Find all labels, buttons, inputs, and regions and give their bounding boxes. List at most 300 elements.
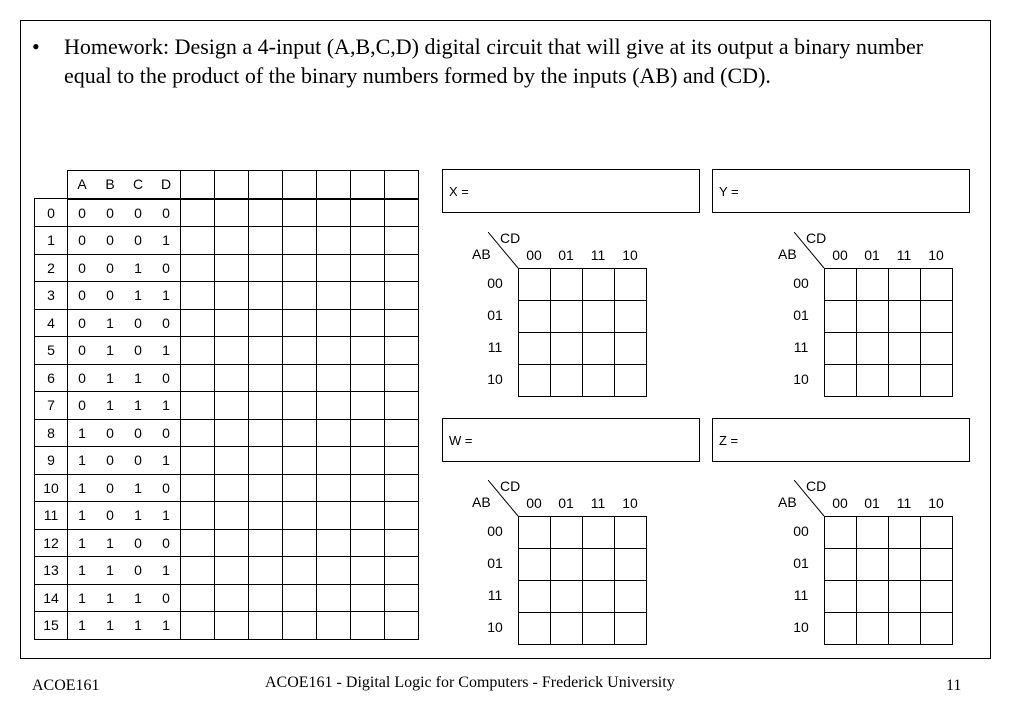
- input-bit: 0: [152, 474, 181, 502]
- kmap-cell: [551, 365, 583, 397]
- input-bit: 0: [96, 199, 124, 227]
- row-index: 8: [35, 419, 68, 447]
- input-bit: 0: [68, 364, 97, 392]
- table-row: [35, 309, 419, 337]
- kmap-row-label: 00: [487, 523, 503, 539]
- kmap-cell: [519, 365, 551, 397]
- output-cell: [215, 502, 249, 530]
- kmap-row-label: 11: [487, 339, 503, 355]
- output-cell: [317, 309, 351, 337]
- kmap-cell: [825, 365, 857, 397]
- kmap-column-variable: CD: [500, 230, 521, 246]
- kmap-cell: [825, 549, 857, 581]
- input-bit: 0: [152, 254, 181, 282]
- input-bit: 1: [68, 584, 97, 612]
- input-bit: 0: [96, 502, 124, 530]
- output-cell: [283, 364, 317, 392]
- input-bit: 1: [96, 392, 124, 420]
- table-row: [35, 529, 419, 557]
- kmap-cell: [921, 613, 953, 645]
- kmap-w: [470, 474, 650, 644]
- output-cell: [249, 364, 283, 392]
- kmap-row-label: 01: [487, 307, 503, 323]
- input-bit: 0: [68, 309, 97, 337]
- kmap-cell: [889, 517, 921, 549]
- kmap-cell: [551, 549, 583, 581]
- input-bit: 1: [152, 337, 181, 365]
- table-row: [35, 584, 419, 612]
- output-cell: [385, 502, 419, 530]
- kmap-cell: [857, 301, 889, 333]
- output-cell: [249, 419, 283, 447]
- output-cell: [215, 612, 249, 640]
- output-cell: [283, 282, 317, 310]
- input-bit: 0: [68, 199, 97, 227]
- output-cell: [249, 529, 283, 557]
- table-row: [35, 502, 419, 530]
- kmap-cell: [583, 613, 615, 645]
- homework-bullet: [32, 32, 960, 90]
- row-index: 2: [35, 254, 68, 282]
- homework-text: Homework: Design a 4-input (A,B,C,D) digital circuit that will give at its output a binary number equal to the product of the binary numbers formed by the inputs (AB) and (CD).: [64, 34, 924, 88]
- function-label-z: Z =: [719, 433, 739, 448]
- page-number: 11: [946, 677, 962, 694]
- output-cell: [283, 254, 317, 282]
- kmap-row-label: 01: [793, 307, 809, 323]
- output-cell: [351, 502, 385, 530]
- output-cell: [283, 227, 317, 255]
- output-cell: [385, 282, 419, 310]
- kmap-cell: [825, 333, 857, 365]
- kmap-cell: [615, 613, 647, 645]
- output-cell: [215, 584, 249, 612]
- kmap-grid: [518, 268, 647, 397]
- output-column-header: [249, 171, 283, 199]
- input-bit: 1: [124, 392, 152, 420]
- output-cell: [283, 474, 317, 502]
- output-cell: [283, 584, 317, 612]
- output-cell: [249, 199, 283, 227]
- input-bit: 0: [152, 199, 181, 227]
- input-bit: 0: [152, 529, 181, 557]
- kmap-cell: [889, 613, 921, 645]
- table-row: [35, 474, 419, 502]
- input-bit: 1: [96, 612, 124, 640]
- input-bit: 1: [96, 337, 124, 365]
- kmap-grid: [824, 268, 953, 397]
- kmap-cell: [519, 333, 551, 365]
- input-bit: 1: [96, 309, 124, 337]
- output-cell: [181, 282, 215, 310]
- kmap-cell: [857, 549, 889, 581]
- output-cell: [181, 419, 215, 447]
- kmap-grid: [824, 516, 953, 645]
- kmap-row-label: 00: [487, 275, 503, 291]
- row-index: 12: [35, 529, 68, 557]
- input-bit: 1: [152, 282, 181, 310]
- row-index: 13: [35, 557, 68, 585]
- bullet-marker: •: [32, 34, 40, 59]
- input-bit: 0: [124, 227, 152, 255]
- output-cell: [181, 474, 215, 502]
- output-cell: [283, 447, 317, 475]
- kmap-column-label: 11: [896, 495, 912, 511]
- input-bit: 0: [124, 557, 152, 585]
- kmap-column-variable: CD: [806, 478, 827, 494]
- kmap-cell: [519, 581, 551, 613]
- kmap-cell: [889, 365, 921, 397]
- output-cell: [283, 612, 317, 640]
- output-column-header: [351, 171, 385, 199]
- input-bit: 0: [124, 447, 152, 475]
- table-row: [35, 364, 419, 392]
- output-cell: [249, 612, 283, 640]
- kmap-column-label: 10: [928, 495, 944, 511]
- output-cell: [283, 419, 317, 447]
- kmap-cell: [519, 613, 551, 645]
- kmap-column-label: 11: [896, 247, 912, 263]
- output-cell: [317, 584, 351, 612]
- input-bit: 1: [152, 502, 181, 530]
- kmap-column-label: 11: [590, 247, 606, 263]
- footer-title: ACOE161 - Digital Logic for Computers - Frederick University: [265, 674, 675, 691]
- output-cell: [317, 502, 351, 530]
- output-cell: [283, 502, 317, 530]
- output-cell: [351, 392, 385, 420]
- output-cell: [351, 584, 385, 612]
- kmap-cell: [857, 613, 889, 645]
- input-bit: 0: [124, 529, 152, 557]
- kmap-cell: [857, 269, 889, 301]
- kmap-cell: [921, 333, 953, 365]
- kmap-cell: [519, 301, 551, 333]
- input-bit: 1: [152, 447, 181, 475]
- kmap-cell: [889, 333, 921, 365]
- input-bit: 0: [124, 419, 152, 447]
- output-cell: [283, 557, 317, 585]
- output-cell: [385, 392, 419, 420]
- kmap-cell: [583, 365, 615, 397]
- output-cell: [317, 254, 351, 282]
- output-cell: [351, 474, 385, 502]
- kmap-cell: [615, 301, 647, 333]
- kmap-grid: [518, 516, 647, 645]
- kmap-row-label: 01: [487, 555, 503, 571]
- output-cell: [385, 254, 419, 282]
- kmap-cell: [583, 549, 615, 581]
- column-header: D: [152, 171, 181, 199]
- input-bit: 0: [152, 364, 181, 392]
- input-bit: 0: [124, 337, 152, 365]
- kmap-row-variable: AB: [472, 246, 491, 262]
- output-cell: [385, 474, 419, 502]
- output-cell: [215, 447, 249, 475]
- column-header: C: [124, 171, 152, 199]
- kmap-cell: [551, 333, 583, 365]
- input-bit: 0: [68, 227, 97, 255]
- output-cell: [317, 227, 351, 255]
- output-cell: [351, 282, 385, 310]
- input-bit: 0: [96, 227, 124, 255]
- output-cell: [215, 419, 249, 447]
- kmap-row-label: 00: [793, 523, 809, 539]
- column-header: B: [96, 171, 124, 199]
- output-cell: [215, 529, 249, 557]
- output-cell: [317, 337, 351, 365]
- output-cell: [249, 392, 283, 420]
- output-cell: [385, 612, 419, 640]
- function-box-z: [712, 418, 970, 462]
- kmap-cell: [921, 269, 953, 301]
- kmap-row-label: 11: [487, 587, 503, 603]
- output-cell: [283, 337, 317, 365]
- table-row: [35, 227, 419, 255]
- output-column-header: [317, 171, 351, 199]
- output-cell: [317, 474, 351, 502]
- input-bit: 1: [96, 557, 124, 585]
- kmap-z: [776, 474, 956, 644]
- input-bit: 1: [152, 227, 181, 255]
- kmap-cell: [615, 581, 647, 613]
- input-bit: 1: [124, 282, 152, 310]
- kmap-column-label: 10: [928, 247, 944, 263]
- input-bit: 1: [124, 474, 152, 502]
- input-bit: 0: [96, 254, 124, 282]
- output-cell: [385, 199, 419, 227]
- input-bit: 1: [96, 529, 124, 557]
- kmap-row-variable: AB: [778, 246, 797, 262]
- input-bit: 1: [68, 474, 97, 502]
- output-cell: [317, 364, 351, 392]
- kmap-cell: [889, 581, 921, 613]
- table-row: [35, 254, 419, 282]
- kmap-cell: [889, 269, 921, 301]
- kmap-cell: [921, 365, 953, 397]
- output-cell: [249, 309, 283, 337]
- output-cell: [181, 557, 215, 585]
- output-cell: [249, 584, 283, 612]
- kmap-cell: [825, 269, 857, 301]
- input-bit: 1: [152, 612, 181, 640]
- input-bit: 1: [68, 502, 97, 530]
- output-cell: [385, 529, 419, 557]
- input-bit: 0: [96, 447, 124, 475]
- kmap-cell: [519, 549, 551, 581]
- function-label-w: W =: [449, 433, 473, 448]
- output-cell: [181, 309, 215, 337]
- input-bit: 1: [68, 419, 97, 447]
- table-corner: [35, 171, 68, 199]
- kmap-row-label: 11: [793, 339, 809, 355]
- output-cell: [215, 282, 249, 310]
- column-header: A: [68, 171, 97, 199]
- output-cell: [351, 227, 385, 255]
- output-cell: [181, 227, 215, 255]
- kmap-column-label: 00: [832, 495, 848, 511]
- input-bit: 0: [68, 337, 97, 365]
- row-index: 15: [35, 612, 68, 640]
- kmap-cell: [921, 581, 953, 613]
- function-label-y: Y =: [719, 184, 739, 199]
- output-cell: [317, 529, 351, 557]
- input-bit: 1: [68, 557, 97, 585]
- output-cell: [249, 282, 283, 310]
- kmap-column-label: 01: [864, 247, 880, 263]
- output-cell: [385, 557, 419, 585]
- kmap-cell: [551, 613, 583, 645]
- function-box-x: [442, 169, 700, 213]
- output-cell: [181, 502, 215, 530]
- input-bit: 0: [96, 282, 124, 310]
- kmap-column-label: 10: [622, 247, 638, 263]
- table-row: [35, 419, 419, 447]
- kmap-cell: [857, 365, 889, 397]
- input-bit: 1: [124, 364, 152, 392]
- input-bit: 0: [68, 282, 97, 310]
- output-cell: [249, 474, 283, 502]
- output-cell: [215, 337, 249, 365]
- kmap-cell: [551, 581, 583, 613]
- input-bit: 1: [96, 364, 124, 392]
- kmap-column-label: 00: [832, 247, 848, 263]
- output-cell: [181, 392, 215, 420]
- kmap-cell: [583, 517, 615, 549]
- table-row: [35, 392, 419, 420]
- kmap-column-label: 11: [590, 495, 606, 511]
- kmap-row-label: 10: [487, 619, 503, 635]
- output-cell: [249, 227, 283, 255]
- output-column-header: [181, 171, 215, 199]
- output-cell: [351, 199, 385, 227]
- output-cell: [385, 337, 419, 365]
- input-bit: 1: [152, 557, 181, 585]
- output-cell: [385, 584, 419, 612]
- output-cell: [181, 612, 215, 640]
- input-bit: 1: [96, 584, 124, 612]
- output-column-header: [283, 171, 317, 199]
- table-row: [35, 337, 419, 365]
- input-bit: 0: [152, 419, 181, 447]
- output-cell: [283, 309, 317, 337]
- output-cell: [317, 612, 351, 640]
- output-cell: [351, 337, 385, 365]
- kmap-cell: [921, 517, 953, 549]
- input-bit: 0: [152, 309, 181, 337]
- kmap-cell: [825, 613, 857, 645]
- kmap-cell: [615, 269, 647, 301]
- kmap-y: [776, 226, 956, 396]
- output-cell: [317, 447, 351, 475]
- kmap-row-label: 10: [487, 371, 503, 387]
- output-cell: [385, 309, 419, 337]
- output-cell: [385, 364, 419, 392]
- kmap-column-label: 01: [558, 495, 574, 511]
- row-index: 7: [35, 392, 68, 420]
- kmap-cell: [825, 301, 857, 333]
- table-row: [35, 612, 419, 640]
- kmap-row-label: 10: [793, 371, 809, 387]
- output-cell: [215, 392, 249, 420]
- kmap-row-label: 01: [793, 555, 809, 571]
- kmap-row-label: 10: [793, 619, 809, 635]
- kmap-cell: [825, 517, 857, 549]
- output-cell: [215, 474, 249, 502]
- kmap-cell: [857, 333, 889, 365]
- kmap-column-variable: CD: [806, 230, 827, 246]
- kmap-cell: [857, 517, 889, 549]
- output-cell: [181, 337, 215, 365]
- output-cell: [351, 254, 385, 282]
- output-column-header: [215, 171, 249, 199]
- output-cell: [215, 254, 249, 282]
- input-bit: 1: [124, 502, 152, 530]
- row-index: 5: [35, 337, 68, 365]
- output-cell: [351, 529, 385, 557]
- output-cell: [351, 557, 385, 585]
- output-cell: [249, 502, 283, 530]
- kmap-row-label: 00: [793, 275, 809, 291]
- kmap-cell: [857, 581, 889, 613]
- output-cell: [249, 337, 283, 365]
- output-cell: [385, 419, 419, 447]
- output-cell: [249, 447, 283, 475]
- input-bit: 0: [124, 199, 152, 227]
- row-index: 11: [35, 502, 68, 530]
- input-bit: 0: [96, 474, 124, 502]
- input-bit: 1: [124, 584, 152, 612]
- input-bit: 1: [68, 612, 97, 640]
- input-bit: 0: [96, 419, 124, 447]
- kmap-cell: [889, 301, 921, 333]
- row-index: 10: [35, 474, 68, 502]
- kmap-cell: [615, 365, 647, 397]
- input-bit: 0: [68, 254, 97, 282]
- output-cell: [283, 392, 317, 420]
- row-index: 9: [35, 447, 68, 475]
- kmap-column-label: 10: [622, 495, 638, 511]
- output-cell: [249, 557, 283, 585]
- kmap-cell: [583, 581, 615, 613]
- kmap-x: [470, 226, 650, 396]
- function-label-x: X =: [449, 184, 469, 199]
- footer-course: ACOE161: [32, 677, 100, 694]
- output-cell: [351, 364, 385, 392]
- output-cell: [317, 392, 351, 420]
- row-index: 4: [35, 309, 68, 337]
- kmap-cell: [825, 581, 857, 613]
- kmap-row-variable: AB: [472, 494, 491, 510]
- kmap-cell: [583, 333, 615, 365]
- output-cell: [317, 282, 351, 310]
- input-bit: 1: [152, 392, 181, 420]
- output-cell: [215, 557, 249, 585]
- kmap-cell: [551, 301, 583, 333]
- kmap-cell: [519, 517, 551, 549]
- output-cell: [385, 227, 419, 255]
- row-index: 6: [35, 364, 68, 392]
- output-cell: [351, 419, 385, 447]
- output-cell: [385, 447, 419, 475]
- kmap-row-label: 11: [793, 587, 809, 603]
- kmap-cell: [921, 301, 953, 333]
- input-bit: 0: [68, 392, 97, 420]
- truth-table: [34, 170, 419, 640]
- row-index: 1: [35, 227, 68, 255]
- kmap-column-label: 00: [526, 247, 542, 263]
- output-cell: [181, 584, 215, 612]
- output-cell: [317, 557, 351, 585]
- kmap-cell: [583, 301, 615, 333]
